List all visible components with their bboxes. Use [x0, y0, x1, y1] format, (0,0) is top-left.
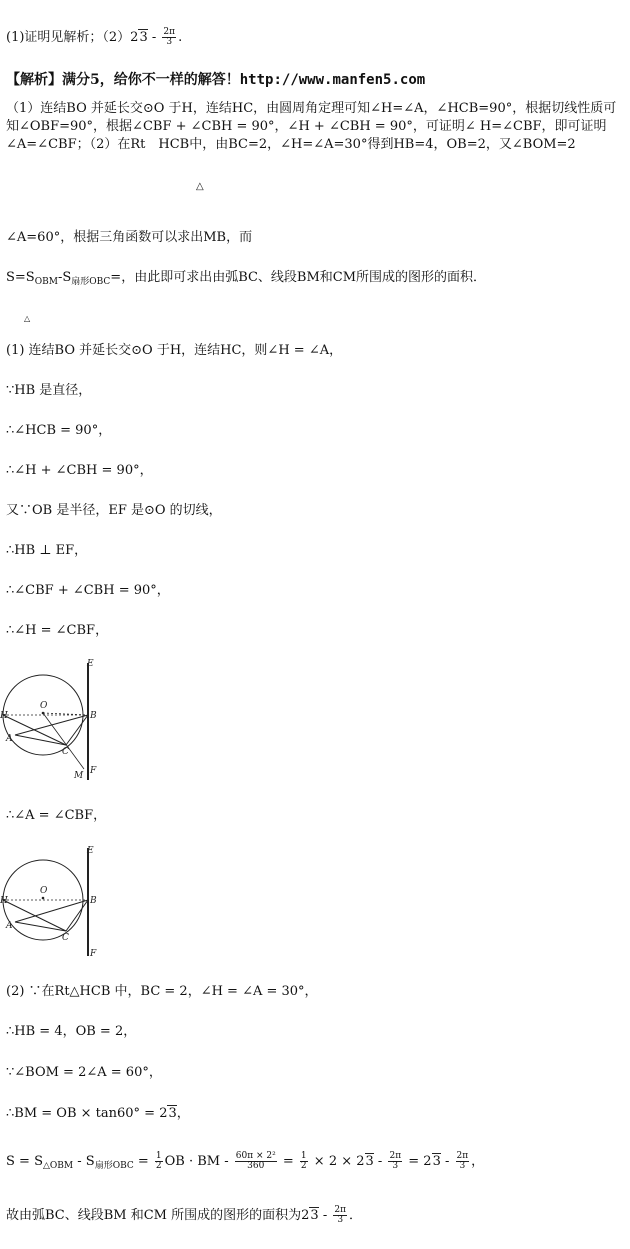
answer-suffix: . [178, 30, 183, 45]
banner-url[interactable]: http://www.manfen5.com [239, 72, 426, 88]
triangle-mark: △ [196, 181, 204, 192]
answer-prefix: (1)证明见解析；（2）2 [6, 30, 139, 45]
answer-fraction: $\frac{2\pi}{3}$ [163, 27, 176, 47]
part1-intro: (1) 连结BO 并延长交⊙O 于H，连结HC，则∠H = ∠A， [6, 343, 343, 358]
step-5: ∴HB ⊥ EF， [6, 543, 88, 558]
geometry-figure-2 [0, 842, 110, 962]
answer-sqrt: 3 [139, 30, 148, 45]
area-formula: $S = S_{\triangle OBM} - S_{扇形OBC}$ = $\frac{1}{2}$ OB · BM - $\frac{\text{60π × 2²}}{360}$ = $\frac{1}{2}$ × 2 × 23 - $\frac{2\pi}{3}$ = 23 - $\frac{2\pi}{3}$ ， [6, 1151, 485, 1171]
fig1-label-o: O [40, 701, 48, 711]
step-2: ∴∠HCB = 90°， [6, 423, 112, 438]
step-1: ∵HB 是直径， [6, 383, 92, 398]
fig2-label-o: O [40, 886, 48, 896]
step-3: ∴∠H + ∠CBH = 90°， [6, 463, 153, 478]
fig1-label-b: B [90, 711, 97, 721]
step-9: ∴HB = 4，OB = 2， [6, 1024, 137, 1039]
step-11: ∴BM = OB × tan60° = 23， [6, 1106, 190, 1121]
fig1-label-c: C [62, 747, 69, 757]
fig2-label-f: F [90, 949, 97, 959]
fig1-label-a: A [6, 734, 13, 744]
analysis-line2: ∠A=60°，根据三角函数可以求出MB，而 [6, 230, 253, 245]
fig2-label-e: E [87, 846, 94, 856]
fig1-label-h: H [0, 711, 8, 721]
banner-label: 【解析】满分5，给你不一样的解答！ [6, 72, 240, 88]
step-10: ∵∠BOM = 2∠A = 60°， [6, 1065, 162, 1080]
part2-intro: (2) ∵在Rt△HCB 中，BC = 2，∠H = ∠A = 30°， [6, 984, 318, 999]
analysis-banner [6, 72, 425, 88]
fig2-label-c: C [62, 933, 69, 943]
answer-minus: - [147, 30, 161, 45]
fig2-label-a: A [6, 921, 13, 931]
fig1-label-e: E [87, 659, 94, 669]
step-4: 又∵OB 是半径，EF 是⊙O 的切线， [6, 503, 222, 518]
step-6: ∴∠CBF + ∠CBH = 90°， [6, 583, 170, 598]
analysis-paragraph: （1）连结BO 并延长交⊙O 于H，连结HC，由圆周角定理可知∠H=∠A，∠HCB=90°，根据切线性质可知∠OBF=90°，根据∠CBF + ∠CBH = 90°，∠H + ∠CBH = 90°，可证明∠ H=∠CBF，即可证明∠A=∠CBF；（2）在Rt HCB中，由BC=2，∠H=∠A=30°得到HB=4，OB=2，又∠BOM=2 [6, 101, 617, 152]
fig1-label-f: F [90, 766, 97, 776]
geometry-figure-1 [0, 655, 110, 785]
fig1-label-m: M [74, 771, 84, 781]
final-answer: 故由弧BC、线段BM 和CM 所围成的图形的面积为23 - $\frac{2\pi}{3}$ ． [6, 1205, 363, 1225]
fig2-label-b: B [90, 896, 97, 906]
fig2-label-h: H [0, 896, 8, 906]
step-7: ∴∠H = ∠CBF， [6, 623, 109, 638]
analysis-formula: $S=S_{OBM}-S_{扇形OBC}=$，由此即可求出由弧BC、线段BM和CM所围成的图形的面积． [6, 270, 487, 287]
triangle-mark-2: △ [24, 314, 31, 323]
step-8: ∴∠A = ∠CBF， [6, 808, 107, 823]
answer-line [6, 28, 182, 47]
